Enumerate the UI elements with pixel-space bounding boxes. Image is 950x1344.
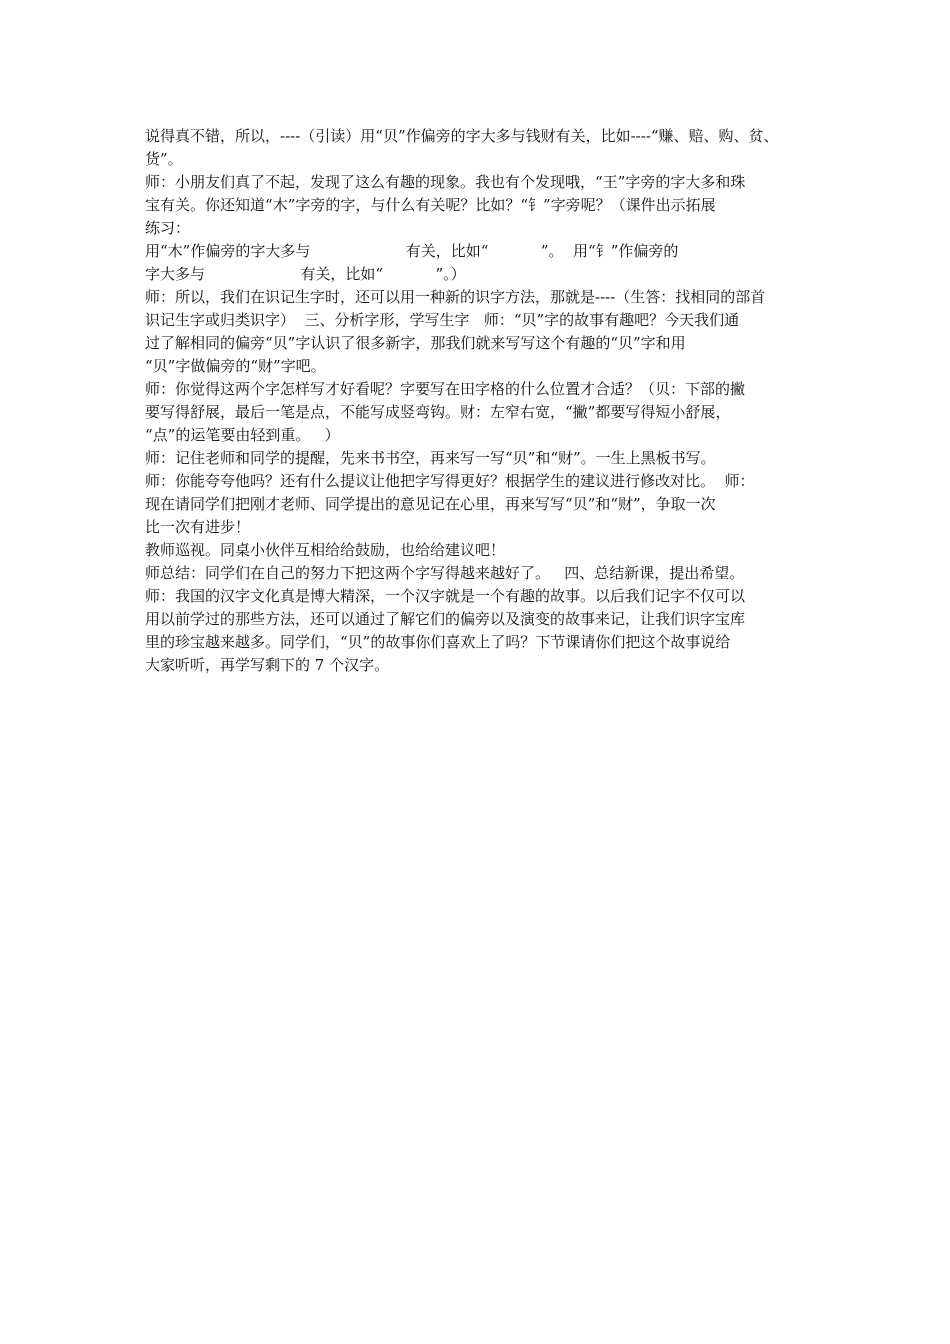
- text-line: 师：记住老师和同学的提醒，先来书书空，再来写一写“贝”和“财”。一生上黑板书写。: [145, 449, 716, 467]
- text-line: 师总结：同学们在自己的努力下把这两个字写得越来越好了。 四、总结新课，提出希望。: [145, 564, 745, 582]
- text-line: 师：所以，我们在识记生字时，还可以用一种新的识字方法，那就是----（生答：找相同的部首: [145, 288, 766, 306]
- text-line: 师：我国的汉字文化真是博大精深，一个汉字就是一个有趣的故事。以后我们记字不仅可以: [145, 587, 746, 605]
- text-line: 要写得舒展，最后一笔是点，不能写成竖弯钩。财：左窄右宽，“撇”都要写得短小舒展，: [145, 403, 731, 421]
- text-line: 师：小朋友们真了不起，发现了这么有趣的现象。我也有个发现哦，“王”字旁的字大多和珠: [145, 173, 746, 191]
- text-line: 过了解相同的偏旁“贝”字认识了很多新字，那我们就来写写这个有趣的“贝”字和用: [145, 334, 686, 352]
- text-line: 比一次有进步！: [145, 518, 251, 536]
- text-line: 里的珍宝越来越多。同学们，“贝”的故事你们喜欢上了吗？下节课请你们把这个故事说给: [145, 633, 731, 651]
- text-line: “贝”字做偏旁的“财”字吧。: [145, 357, 326, 375]
- text-line: 练习：: [145, 219, 191, 237]
- text-line: 用“木”作偏旁的字大多与 有关，比如“ ”。 用“钅”作偏旁的: [145, 242, 679, 260]
- text-line: 现在请同学们把刚才老师、同学提出的意见记在心里，再来写写“贝”和“财”，争取一次: [145, 495, 716, 513]
- text-line: 货”。: [145, 150, 183, 168]
- text-line: 师：你觉得这两个字怎样写才好看呢？字要写在田字格的什么位置才合适？（贝：下部的撇: [145, 380, 746, 398]
- text-line: 识记生字或归类识字） 三、分析字形，学写生字 师：“贝”字的故事有趣吧？今天我们通: [145, 311, 740, 329]
- text-line: 师：你能夸夸他吗？还有什么提议让他把字写得更好？根据学生的建议进行修改对比。 师：: [145, 472, 755, 490]
- text-line: 用以前学过的那些方法，还可以通过了解它们的偏旁以及演变的故事来记，让我们识字宝库: [145, 610, 746, 628]
- text-line: “点”的运笔要由轻到重。 ）: [145, 426, 340, 444]
- text-line: 字大多与 有关，比如“ ”。）: [145, 265, 466, 283]
- text-line: 教师巡视。同桌小伙伴互相给给鼓励，也给给建议吧！: [145, 541, 506, 559]
- document-body: [145, 125, 820, 677]
- text-line: 宝有关。你还知道“木”字旁的字，与什么有关呢？比如？“钅”字旁呢？（课件出示拓展: [145, 196, 716, 214]
- text-line: 说得真不错，所以，----（引读）用“贝”作偏旁的字大多与钱财有关，比如----“赚、赔、购、贫、: [145, 127, 779, 145]
- text-line: 大家听听，再学写剩下的 7 个汉字。: [145, 656, 390, 674]
